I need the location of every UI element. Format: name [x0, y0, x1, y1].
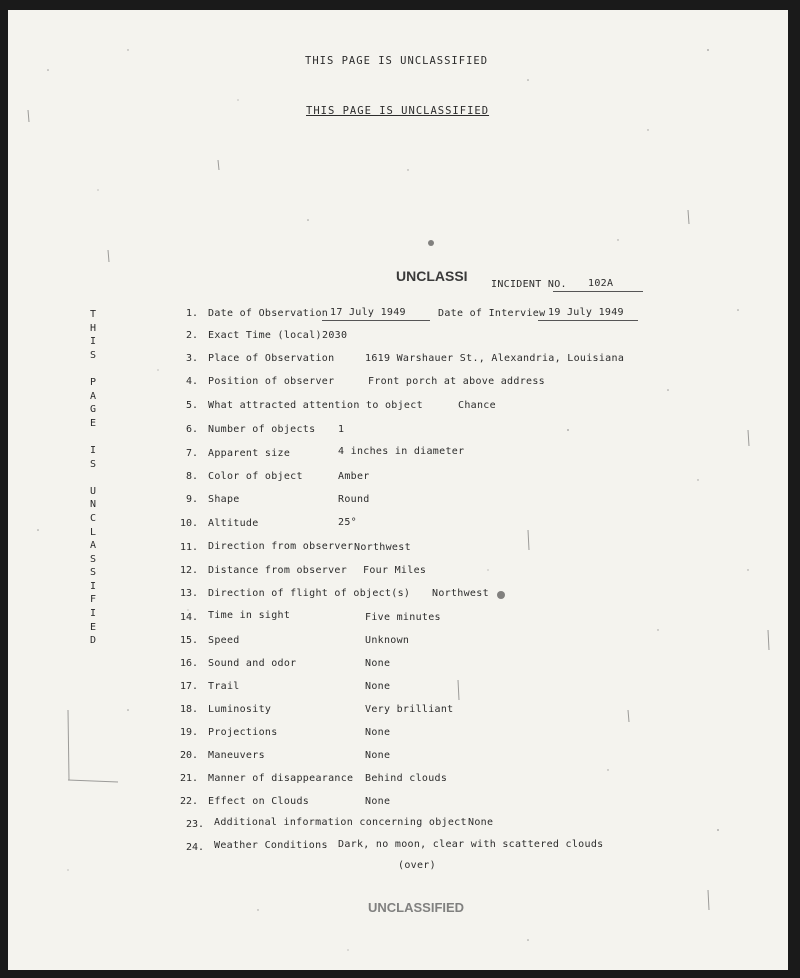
item-value: Northwest	[432, 588, 489, 599]
item-label: Position of observer	[208, 376, 335, 387]
classification-header-top: THIS PAGE IS UNCLASSIFIED	[305, 55, 489, 67]
item-value: 25°	[338, 517, 357, 528]
document-page: THIS PAGE IS UNCLASSIFIED THIS PAGE IS UNCLASSIFIED UNCLASSI INCIDENT NO. 102A T H I S P A G E I S U N C L A S S I F I E D 1. Date of Observation 17 July 1949 Date of Interview 19 July 1949 2. Exact Time (local) 2030 3. Place of Observation 1619 Warshauer St., Alexandria, Louisiana 4. Position of observer Front porch at above address 5. What attracted attention to object Chance 6. Number of objects 1 7. Apparent size 4 inches in diameter 8. Color of object Amber 9. Shape Round 10. Altitude 25° 11. Direction from observer Northwest 12. Distance from observer Four Miles 13. Direction of flight of object(s) Northwest 14. Time in sight Five minutes 15. Speed Unknown 16. Sound and odor None 17. Trail None 18. Luminosity Very brilliant 19. Projections None 20. Maneuvers None 21. Manner of disappearance Behind clouds 22. Effect on Clouds None 23. Additional information concerning object None 24. Weather Conditions Dark, no moon, clear with scattered clouds (over) UNCLASSIFIED	[8, 10, 788, 970]
item-label: Exact Time (local)	[208, 330, 322, 341]
item-label: Number of objects	[208, 424, 316, 435]
item-label: Projections	[208, 727, 278, 738]
item-value: None	[365, 681, 391, 692]
item-label: Sound and odor	[208, 658, 297, 669]
item-value: 17 July 1949	[330, 307, 406, 318]
item-label: Place of Observation	[208, 353, 335, 364]
item-value: Northwest	[354, 542, 411, 553]
item-label: Maneuvers	[208, 750, 265, 761]
item-value: Four Miles	[363, 565, 427, 576]
item-label: Manner of disappearance	[208, 773, 354, 784]
item-value: 2030	[322, 330, 348, 341]
classification-header-second: THIS PAGE IS UNCLASSIFIED	[306, 105, 490, 117]
item-label: Color of object	[208, 471, 303, 482]
item-label-2: Date of Interview	[438, 308, 546, 319]
item-label: Trail	[208, 681, 240, 692]
item-label: Shape	[208, 494, 240, 505]
item-label: Direction from observer	[208, 541, 354, 552]
item-value: None	[365, 796, 391, 807]
item-value: Very brilliant	[365, 704, 454, 715]
item-value: Unknown	[365, 635, 410, 646]
item-value: None	[468, 817, 494, 828]
item-label: Direction of flight of object(s)	[208, 588, 411, 599]
item-label: Effect on Clouds	[208, 796, 310, 807]
item-value: Round	[338, 494, 370, 505]
item-value: None	[365, 727, 391, 738]
item-value: Behind clouds	[365, 773, 448, 784]
item-label: Additional information concerning object	[214, 817, 467, 828]
item-label: Speed	[208, 635, 240, 646]
item-value: 1	[338, 424, 345, 435]
item-label: Distance from observer	[208, 565, 348, 576]
item-value: Front porch at above address	[368, 376, 545, 387]
item-value: Five minutes	[365, 612, 441, 623]
item-value: None	[365, 658, 391, 669]
item-value: None	[365, 750, 391, 761]
item-label: Weather Conditions	[214, 840, 328, 851]
item-label: Time in sight	[208, 610, 291, 621]
item-value-2: 19 July 1949	[548, 307, 624, 318]
incident-number: 102A	[588, 278, 614, 289]
over-note: (over)	[398, 860, 436, 871]
item-label: What attracted attention to object	[208, 400, 423, 411]
item-value: Chance	[458, 400, 496, 411]
item-value: 4 inches in diameter	[338, 446, 465, 457]
item-value: Amber	[338, 471, 370, 482]
incident-label: INCIDENT NO.	[491, 279, 567, 290]
item-value: Dark, no moon, clear with scattered clouds	[338, 839, 604, 850]
item-label: Altitude	[208, 518, 259, 529]
vertical-unclassified-marking: T H I S P A G E I S U N C L A S S I F I E D	[89, 309, 97, 647]
item-label: Apparent size	[208, 448, 291, 459]
item-label: Luminosity	[208, 704, 272, 715]
item-label: Date of Observation	[208, 308, 329, 319]
unclassified-stamp-top: UNCLASSI	[396, 268, 468, 284]
item-value: 1619 Warshauer St., Alexandria, Louisiana	[365, 353, 625, 364]
unclassified-stamp-bottom: UNCLASSIFIED	[368, 900, 465, 915]
